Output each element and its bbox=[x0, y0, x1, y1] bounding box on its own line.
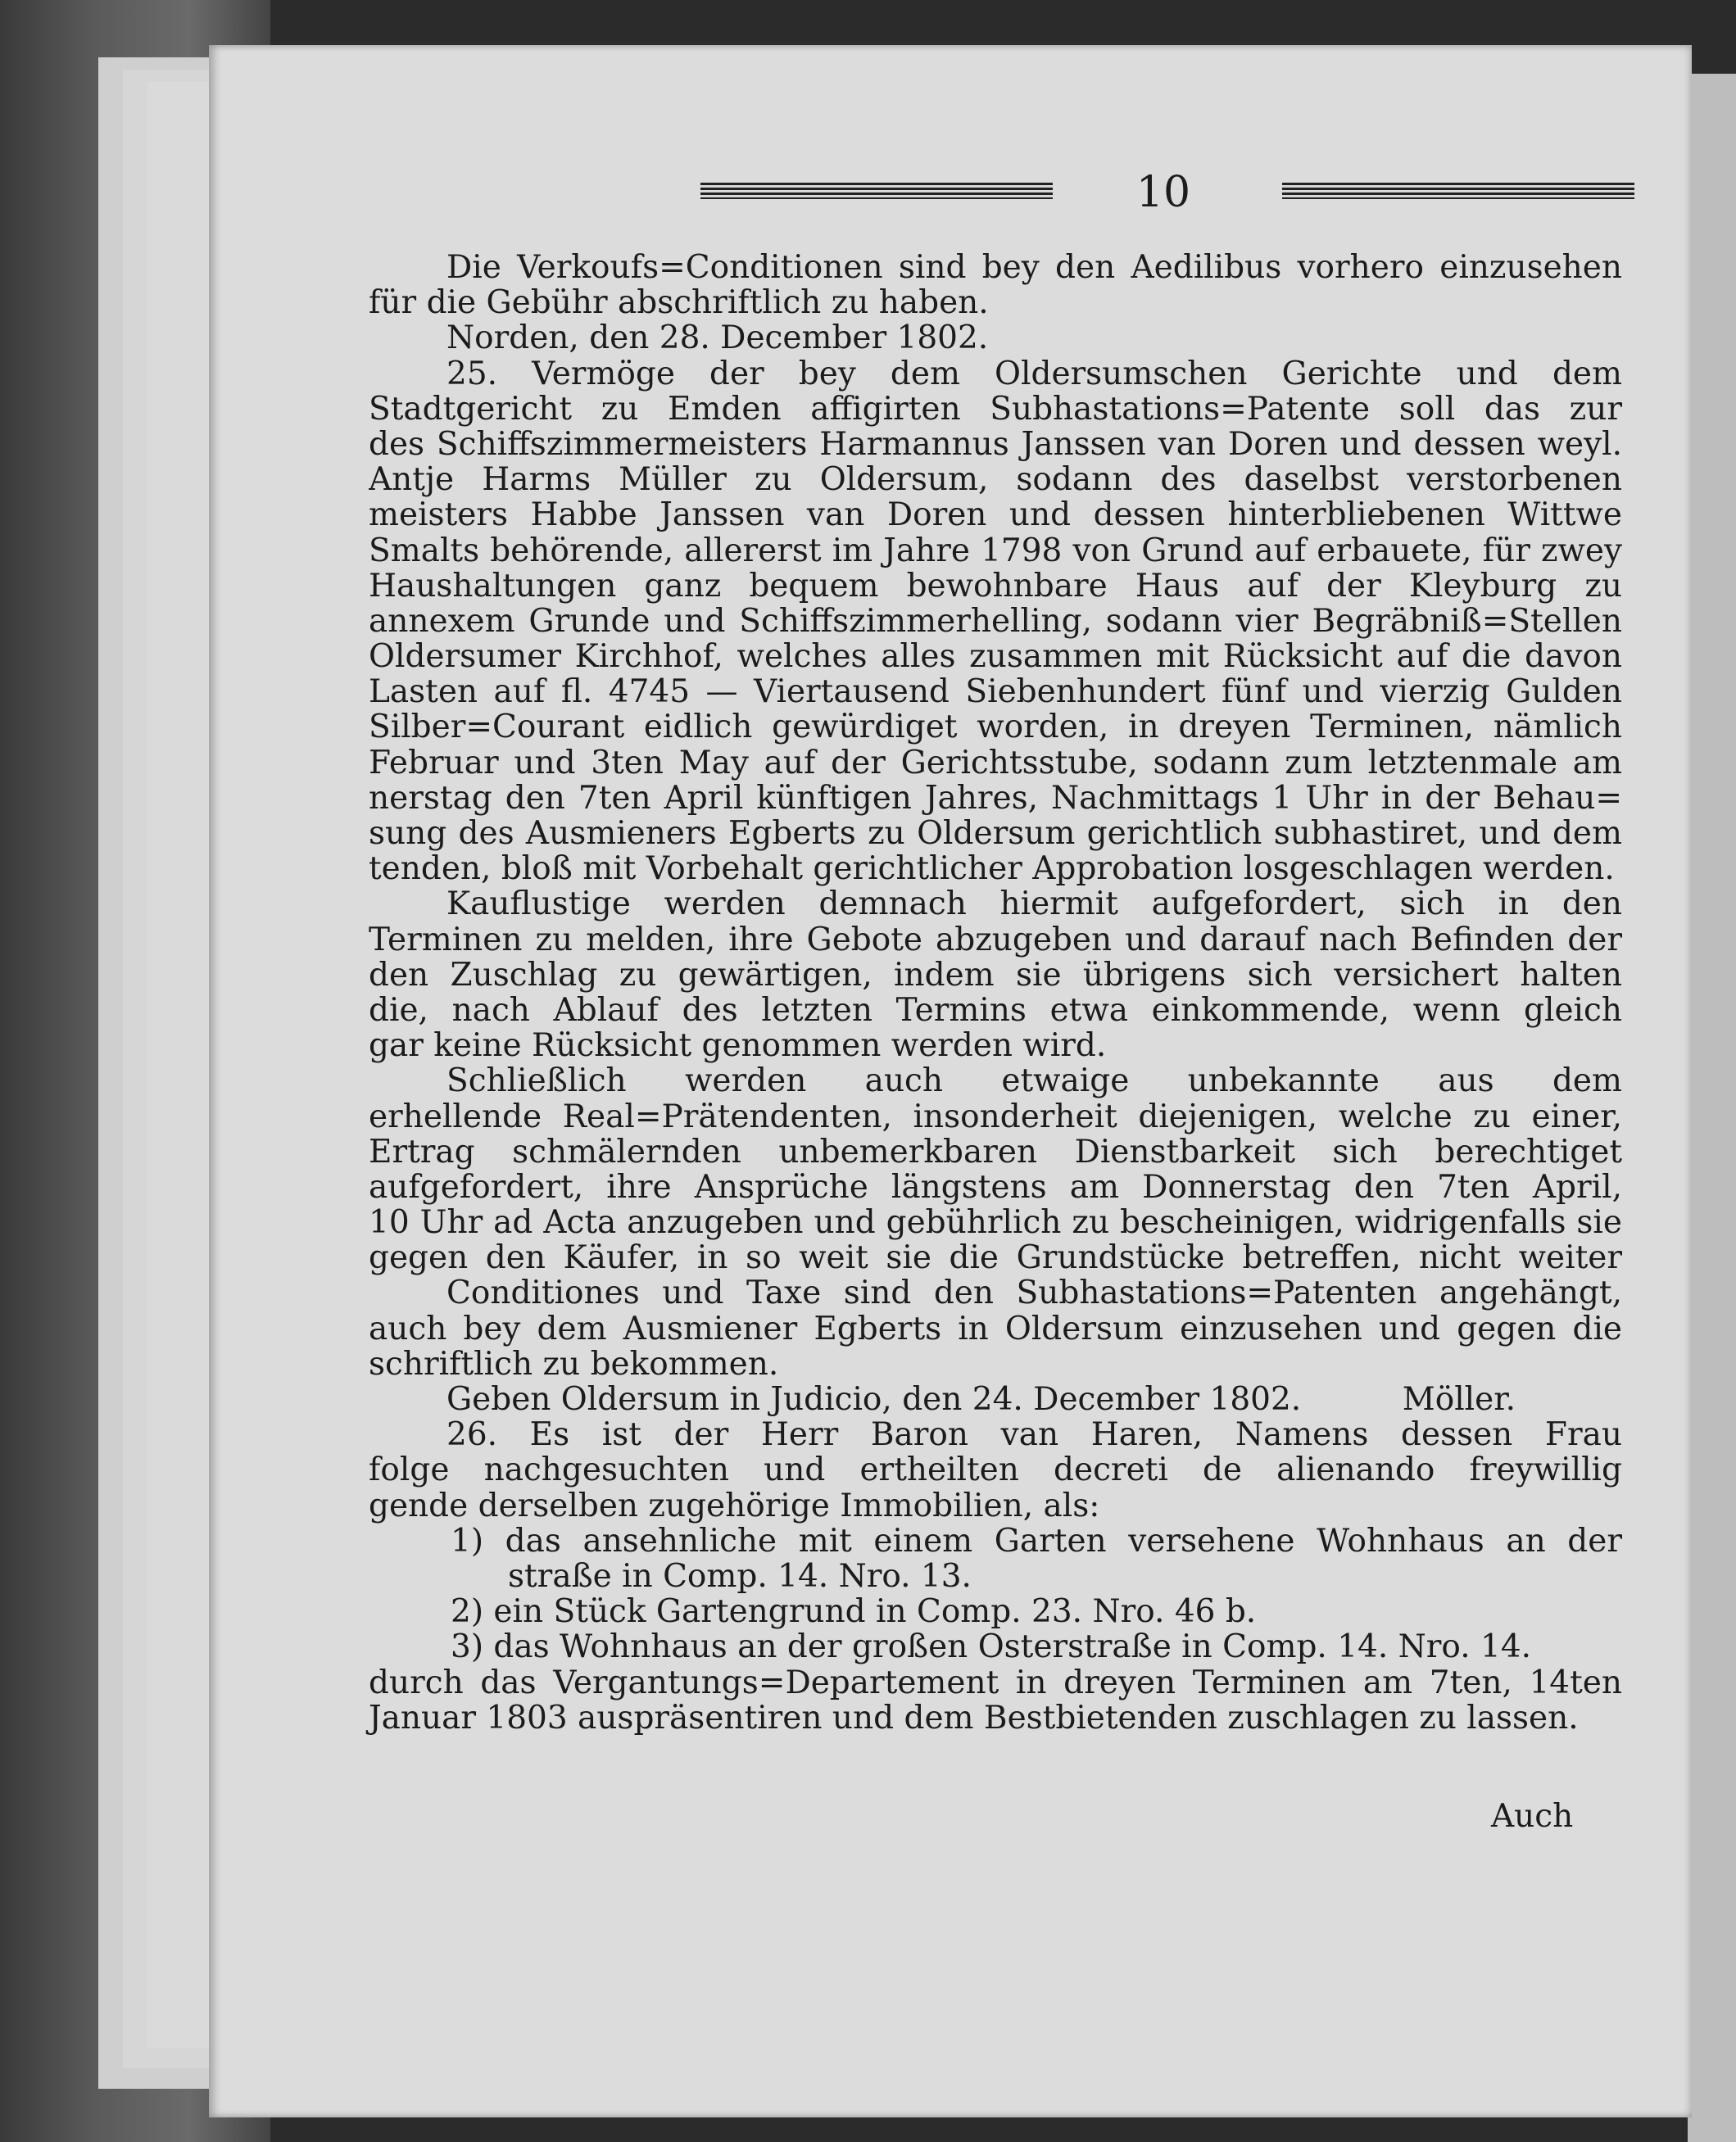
text-line: schriftlich zu bekommen. bbox=[369, 1345, 779, 1383]
text-line: Februar und 3ten May auf der Gerichtsstube, sodann zum letztenmale am bbox=[369, 745, 1622, 781]
text-line: Januar 1803 auspräsentiren und dem Bestbietenden zuschlagen zu lassen. bbox=[369, 1699, 1579, 1737]
text-line: Haushaltungen ganz bequem bewohnbare Haus auf der Kleyburg zu bbox=[369, 568, 1622, 604]
text-line: durch das Vergantungs=Departement in dreyen Terminen am 7ten, 14ten bbox=[369, 1664, 1622, 1700]
text-line: 2) ein Stück Gartengrund in Comp. 23. Nro. 46 b. bbox=[451, 1593, 1257, 1631]
text-line: 26. Es ist der Herr Baron van Haren, Namens dessen Frau bbox=[446, 1417, 1622, 1453]
text-line bbox=[369, 1382, 1622, 1417]
text-line: meisters Habbe Janssen van Doren und dessen hinterbliebenen Wittwe bbox=[369, 497, 1622, 533]
header-ornament-rule bbox=[1282, 183, 1634, 199]
page-number: 10 bbox=[1135, 168, 1191, 217]
text-line: tenden, bloß mit Vorbehalt gerichtlicher Approbation losgeschlagen werden. bbox=[369, 850, 1615, 888]
text-line: 3) das Wohnhaus an der großen Osterstraße in Comp. 14. Nro. 14. bbox=[451, 1628, 1532, 1666]
text-line: 10 Uhr ad Acta anzugeben und gebührlich zu bescheinigen, widrigenfalls sie bbox=[369, 1205, 1622, 1241]
next-page-edge bbox=[1688, 74, 1736, 2142]
text-line: den Zuschlag zu gewärtigen, indem sie übrigens sich versichert halten bbox=[369, 957, 1622, 993]
text-line: Lasten auf fl. 4745 — Viertausend Siebenhundert fünf und vierzig Gulden bbox=[369, 674, 1622, 710]
text-line: straße in Comp. 14. Nro. 13. bbox=[508, 1557, 972, 1595]
text-line: nerstag den 7ten April künftigen Jahres, Nachmittags 1 Uhr in der Behau= bbox=[369, 780, 1622, 816]
text-line: erhellende Real=Prätendenten, insonderheit diejenigen, welche zu einer, bbox=[369, 1098, 1622, 1134]
text-line: gende derselben zugehörige Immobilien, als: bbox=[369, 1487, 1100, 1524]
text-line: gar keine Rücksicht genommen werden wird. bbox=[369, 1027, 1107, 1065]
text-line: Schließlich werden auch etwaige unbekannte aus dem bbox=[446, 1063, 1622, 1099]
text-line: die, nach Ablauf des letzten Termins etwa einkommende, wenn gleich bbox=[369, 992, 1622, 1029]
text-line: Antje Harms Müller zu Oldersum, sodann des daselbst verstorbenen bbox=[369, 462, 1622, 498]
text-line: auch bey dem Ausmiener Egberts in Oldersum einzusehen und gegen die bbox=[369, 1311, 1622, 1347]
text-line: Oldersumer Kirchhof, welches alles zusammen mit Rücksicht auf die davon bbox=[369, 639, 1622, 675]
signature: Möller. bbox=[1402, 1381, 1516, 1418]
body-text bbox=[369, 250, 1622, 1736]
text-line: folge nachgesuchten und ertheilten decreti de alienando freywillig bbox=[369, 1452, 1622, 1488]
text-line: annexem Grunde und Schiffszimmerhelling, sodann vier Begräbniß=Stellen bbox=[369, 603, 1622, 640]
text-line: gegen den Käufer, in so weit sie die Grundstücke betreffen, nicht weiter bbox=[369, 1240, 1622, 1276]
text-line: für die Gebühr abschriftlich zu haben. bbox=[369, 284, 989, 322]
text-line: Ertrag schmälernden unbemerkbaren Dienstbarkeit sich berechtiget bbox=[369, 1134, 1622, 1170]
header-ornament-rule bbox=[700, 183, 1053, 199]
text-line: Smalts behörende, allererst im Jahre 1798 von Grund auf erbauete, für zwey bbox=[369, 532, 1622, 568]
text-line: Terminen zu melden, ihre Gebote abzugeben und darauf nach Befinden der bbox=[369, 922, 1622, 958]
text-line: 25. Vermöge der bey dem Oldersumschen Gerichte und dem bbox=[446, 355, 1622, 392]
page-header bbox=[700, 168, 1626, 217]
text-line: Die Verkoufs=Conditionen sind bey den Aedilibus vorhero einzusehen bbox=[446, 250, 1622, 286]
text-line: des Schiffszimmermeisters Harmannus Janssen van Doren und dessen weyl. bbox=[369, 426, 1622, 463]
text-line: aufgefordert, ihre Ansprüche längstens am Donnerstag den 7ten April, bbox=[369, 1169, 1622, 1206]
text-line: Silber=Courant eidlich gewürdiget worden, in dreyen Terminen, nämlich bbox=[369, 709, 1622, 745]
text-line: 1) das ansehnliche mit einem Garten versehene Wohnhaus an der bbox=[451, 1523, 1622, 1559]
text-line: Norden, den 28. December 1802. bbox=[446, 319, 989, 357]
dateline: Geben Oldersum in Judicio, den 24. December 1802. bbox=[446, 1381, 1302, 1418]
catchword: Auch bbox=[1491, 1798, 1574, 1835]
text-line: Stadtgericht zu Emden affigirten Subhastations=Patente soll das zur bbox=[369, 391, 1622, 427]
text-line: sung des Ausmieners Egberts zu Oldersum gerichtlich subhastiret, und dem bbox=[369, 816, 1622, 852]
text-line: Conditiones und Taxe sind den Subhastations=Patenten angehängt, bbox=[446, 1275, 1622, 1311]
text-line: Kauflustige werden demnach hiermit aufgefordert, sich in den bbox=[446, 886, 1622, 922]
